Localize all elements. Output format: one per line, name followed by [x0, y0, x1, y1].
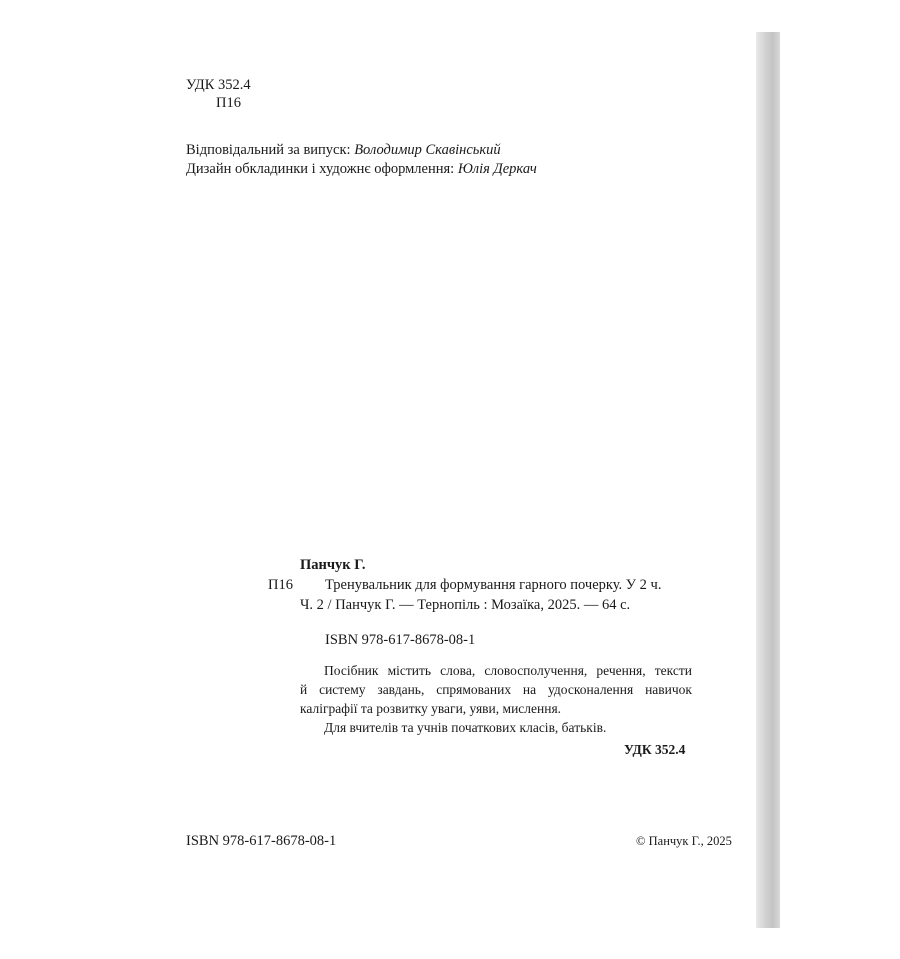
responsible-name: Володимир Скавінський	[354, 142, 501, 158]
catalog-author: Панчук Г.	[300, 557, 366, 573]
footer-copyright: © Панчук Г., 2025	[636, 834, 732, 848]
annotation-line: й систему завдань, спрямованих на удосконалення навичок	[300, 682, 692, 697]
page-edge-shadow	[756, 32, 780, 928]
design-label: Дизайн обкладинки і художнє оформлення:	[186, 161, 455, 177]
responsible-label: Відповідальний за випуск:	[186, 142, 351, 158]
catalog-title-line1: Тренувальник для формування гарного почерку. У 2 ч.	[325, 577, 662, 593]
annotation-line: Для вчителів та учнів початкових класів, батьків.	[324, 720, 607, 735]
credits-design	[186, 161, 537, 178]
catalog-title-line2: Ч. 2 / Панчук Г. — Тернопіль : Мозаїка, 2025. — 64 с.	[300, 597, 631, 613]
annotation-line: Посібник містить слова, словосполучення, речення, тексти	[324, 663, 692, 678]
catalog-udk: УДК 352.4	[624, 742, 686, 757]
header-udk: УДК 352.4	[186, 77, 251, 93]
catalog-code: П16	[268, 577, 293, 593]
design-name: Юлія Деркач	[457, 161, 537, 177]
catalog-annotation	[300, 661, 692, 737]
footer-isbn: ISBN 978-617-8678-08-1	[186, 833, 337, 849]
annotation-line: каліграфії та розвитку уваги, уяви, мислення.	[300, 701, 562, 716]
catalog-isbn: ISBN 978-617-8678-08-1	[325, 632, 476, 648]
header-code: П16	[216, 95, 241, 111]
credits-responsible	[186, 142, 501, 159]
